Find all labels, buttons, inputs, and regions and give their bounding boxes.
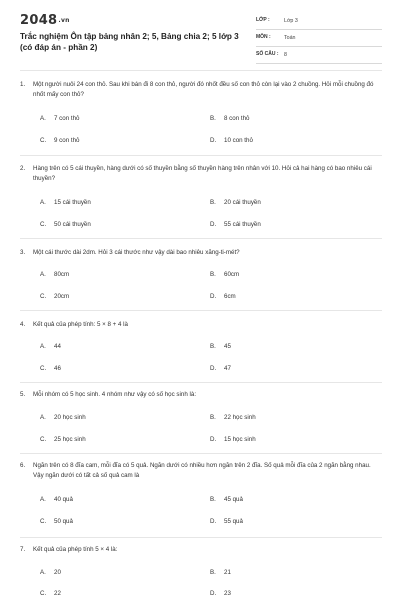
divider: [20, 155, 382, 156]
option-a[interactable]: A. 20 học sinh: [40, 414, 86, 421]
option-b[interactable]: B. 22 học sinh: [210, 414, 256, 421]
site-logo[interactable]: [20, 13, 70, 28]
question-text: Một người nuôi 24 con thỏ. Sau khi bán đi 8 con thỏ, người đó nhốt đều số con thỏ còn lại vào 2 chuồng. Hỏi mỗi chuồng đó nhốt mấy con thỏ?: [33, 81, 374, 98]
question-text: Mỗi nhóm có 5 học sinh. 4 nhóm như vậy có số học sinh là:: [33, 391, 197, 398]
meta-panel: [256, 16, 382, 67]
meta-label: MÔN :: [256, 34, 271, 40]
question-stem: [20, 461, 382, 481]
question-number: 7.: [20, 546, 26, 553]
question-text: Ngăn trên có 8 đĩa cam, mỗi đĩa có 5 quả. Ngăn dưới có nhiều hơn ngăn trên 2 đĩa. Số quả mỗi đĩa của 2 ngăn bằng nhau. Vậy ngăn dưới có tất cả số quả cam là: [33, 462, 371, 479]
option-c[interactable]: C. 20cm: [40, 293, 70, 300]
option-c[interactable]: C. 46: [40, 365, 61, 372]
question-1: [20, 80, 382, 144]
question-stem: [20, 80, 382, 100]
option-d[interactable]: D. 47: [210, 365, 231, 372]
option-d[interactable]: D. 15 học sinh: [210, 436, 256, 443]
option-b[interactable]: B. 21: [210, 569, 231, 576]
option-b[interactable]: B. 20 cái thuyền: [210, 199, 261, 206]
meta-value: Lớp 3: [284, 18, 298, 24]
divider: [20, 537, 382, 538]
meta-label: SỐ CÂU :: [256, 51, 279, 57]
question-text: Hàng trên có 5 cái thuyền, hàng dưới có số thuyền bằng số thuyền hàng trên nhân với 10. Hỏi cả hai hàng có bao nhiêu cái thuyền?: [33, 165, 372, 182]
meta-value: Toán: [284, 35, 296, 41]
option-a[interactable]: A. 7 con thỏ: [40, 115, 80, 122]
divider: [20, 453, 382, 454]
option-b[interactable]: B. 45 quả: [210, 496, 243, 503]
question-number: 3.: [20, 249, 26, 256]
question-text: Kết quả của phép tính 5 × 4 là:: [33, 546, 118, 553]
question-stem: [20, 390, 382, 400]
question-number: 6.: [20, 462, 26, 469]
question-stem: [20, 164, 382, 184]
option-a[interactable]: A. 80cm: [40, 271, 70, 278]
question-5: [20, 390, 382, 443]
question-number: 4.: [20, 321, 26, 328]
question-stem: [20, 248, 382, 258]
option-d[interactable]: D. 55 cái thuyền: [210, 221, 261, 228]
option-d[interactable]: D. 10 con thỏ: [210, 137, 253, 144]
question-2: [20, 164, 382, 228]
question-stem: [20, 545, 382, 555]
option-c[interactable]: C. 22: [40, 590, 61, 597]
divider: [20, 310, 382, 311]
option-a[interactable]: A. 20: [40, 569, 61, 576]
question-6: [20, 461, 382, 525]
option-b[interactable]: B. 8 con thỏ: [210, 115, 250, 122]
question-stem: [20, 320, 382, 330]
question-number: 5.: [20, 391, 26, 398]
divider: [20, 70, 382, 71]
meta-row-count: [256, 50, 382, 64]
question-4: [20, 320, 382, 372]
question-7: [20, 545, 382, 597]
divider: [20, 238, 382, 239]
option-c[interactable]: C. 50 cái thuyền: [40, 221, 91, 228]
meta-label: LỚP :: [256, 17, 270, 23]
question-3: [20, 248, 382, 300]
option-d[interactable]: D. 55 quả: [210, 518, 243, 525]
page-title: Trắc nghiệm Ôn tập bảng nhân 2; 5, Bảng chia 2; 5 lớp 3 (có đáp án - phần 2): [20, 32, 239, 52]
option-a[interactable]: A. 40 quả: [40, 496, 73, 503]
option-b[interactable]: B. 45: [210, 343, 231, 350]
worksheet-header: [0, 0, 400, 70]
question-number: 1.: [20, 81, 26, 88]
logo-suffix: .vn: [58, 17, 70, 24]
option-c[interactable]: C. 9 con thỏ: [40, 137, 80, 144]
option-b[interactable]: B. 60cm: [210, 271, 240, 278]
option-a[interactable]: A. 15 cái thuyền: [40, 199, 91, 206]
meta-row-class: [256, 16, 382, 30]
meta-row-subject: [256, 33, 382, 47]
option-a[interactable]: A. 44: [40, 343, 61, 350]
option-d[interactable]: D. 23: [210, 590, 231, 597]
option-c[interactable]: C. 50 quả: [40, 518, 73, 525]
question-text: Một cái thước dài 2dm. Hỏi 3 cái thước như vậy dài bao nhiêu xăng-ti-mét?: [33, 249, 240, 256]
question-number: 2.: [20, 165, 26, 172]
logo-text: 2048: [20, 13, 58, 28]
question-text: Kết quả của phép tính: 5 × 8 + 4 là: [33, 321, 128, 328]
option-d[interactable]: D. 6cm: [210, 293, 236, 300]
meta-value: 8: [284, 52, 287, 58]
divider: [20, 382, 382, 383]
option-c[interactable]: C. 25 học sinh: [40, 436, 86, 443]
